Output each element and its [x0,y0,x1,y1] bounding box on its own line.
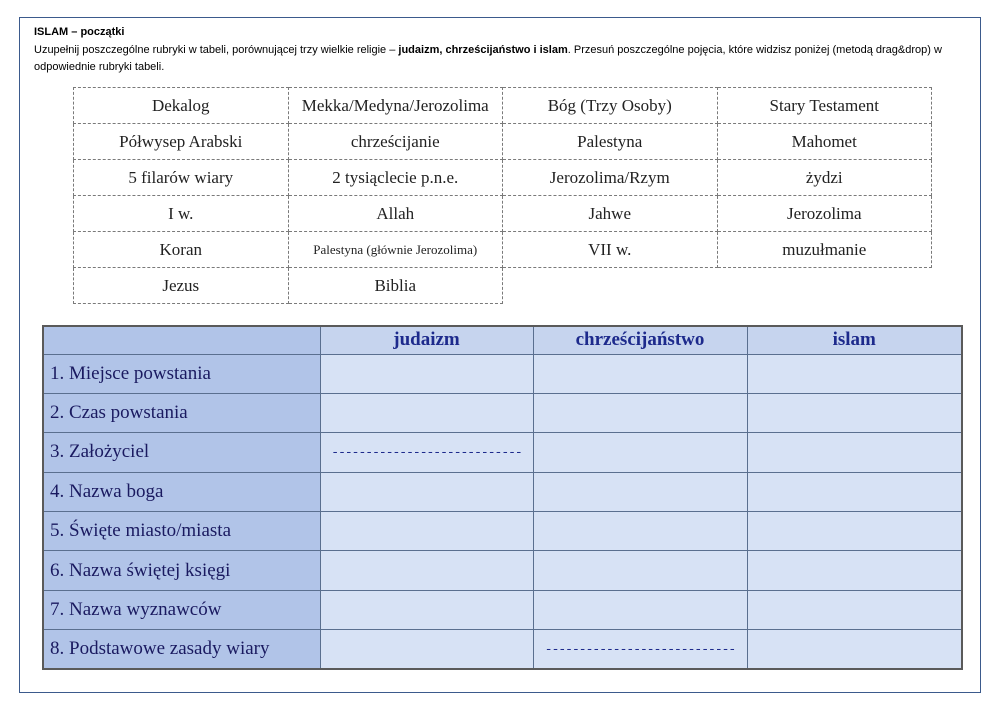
disabled-cell: ---------------------------- [533,630,747,669]
drop-cell[interactable] [747,551,962,590]
drop-cell[interactable] [320,630,533,669]
term-tile[interactable]: Palestyna (głównie Jerozolima) [288,232,503,268]
term-tile[interactable]: VII w. [503,232,718,268]
instruction-bold: judaizm, chrześcijaństwo i islam [398,44,568,56]
term-tile[interactable]: I w. [74,196,289,232]
term-tile[interactable]: Stary Testament [717,88,932,124]
drop-cell[interactable] [533,433,747,472]
drop-cell[interactable] [320,393,533,432]
term-tile[interactable]: 2 tysiąclecie p.n.e. [288,160,503,196]
term-tile[interactable]: Koran [74,232,289,268]
row-label: 8. Podstawowe zasady wiary [43,630,320,669]
drop-cell[interactable] [747,590,962,629]
term-tile[interactable]: Jerozolima [717,196,932,232]
instruction-text-end: . Przesuń poszczególne pojęcia, które widzisz poniżej (metodą drag&drop) w odpowiednie rubryki tabeli. [34,44,942,73]
drop-cell[interactable] [320,512,533,551]
drop-cell[interactable] [747,393,962,432]
term-tile[interactable]: żydzi [717,160,932,196]
drop-cell[interactable] [320,551,533,590]
term-bank [73,87,932,304]
term-tile[interactable]: Bóg (Trzy Osoby) [503,88,718,124]
term-tile[interactable]: Biblia [288,268,503,304]
drop-cell[interactable] [747,630,962,669]
term-tile[interactable]: 5 filarów wiary [74,160,289,196]
drop-cell[interactable] [533,472,747,511]
row-label: 1. Miejsce powstania [43,354,320,393]
drop-cell[interactable] [320,354,533,393]
term-tile[interactable]: Jahwe [503,196,718,232]
drop-cell[interactable] [747,433,962,472]
row-label: 5. Święte miasto/miasta [43,512,320,551]
instructions [34,42,974,76]
term-tile[interactable]: chrześcijanie [288,124,503,160]
page-title: ISLAM – początki [34,26,125,38]
empty-slot [717,268,932,304]
drop-cell[interactable] [533,551,747,590]
drop-cell[interactable] [533,512,747,551]
row-label: 2. Czas powstania [43,393,320,432]
row-label: 6. Nazwa świętej księgi [43,551,320,590]
drop-cell[interactable] [533,590,747,629]
row-label: 7. Nazwa wyznawców [43,590,320,629]
drop-cell[interactable] [747,512,962,551]
instruction-text: Uzupełnij poszczególne rubryki w tabeli, porównującej trzy wielkie religie – [34,44,399,56]
term-tile[interactable]: Półwysep Arabski [74,124,289,160]
corner-header [43,326,320,354]
term-tile[interactable]: Allah [288,196,503,232]
term-tile[interactable]: Mahomet [717,124,932,160]
term-tile[interactable]: Mekka/Medyna/Jerozolima [288,88,503,124]
term-tile[interactable]: Dekalog [74,88,289,124]
term-tile[interactable]: Palestyna [503,124,718,160]
term-tile[interactable]: muzułmanie [717,232,932,268]
drop-cell[interactable] [533,393,747,432]
drop-cell[interactable] [747,472,962,511]
worksheet [19,17,981,693]
column-header-judaizm: judaizm [320,326,533,354]
column-header-chrzescijanstwo: chrześcijaństwo [533,326,747,354]
empty-slot [503,268,718,304]
term-tile[interactable]: Jezus [74,268,289,304]
term-tile[interactable]: Jerozolima/Rzym [503,160,718,196]
drop-cell[interactable] [747,354,962,393]
row-label: 4. Nazwa boga [43,472,320,511]
drop-cell[interactable] [533,354,747,393]
drop-cell[interactable] [320,472,533,511]
comparison-table [42,325,963,670]
row-label: 3. Założyciel [43,433,320,472]
drop-cell[interactable] [320,590,533,629]
column-header-islam: islam [747,326,962,354]
disabled-cell: ---------------------------- [320,433,533,472]
